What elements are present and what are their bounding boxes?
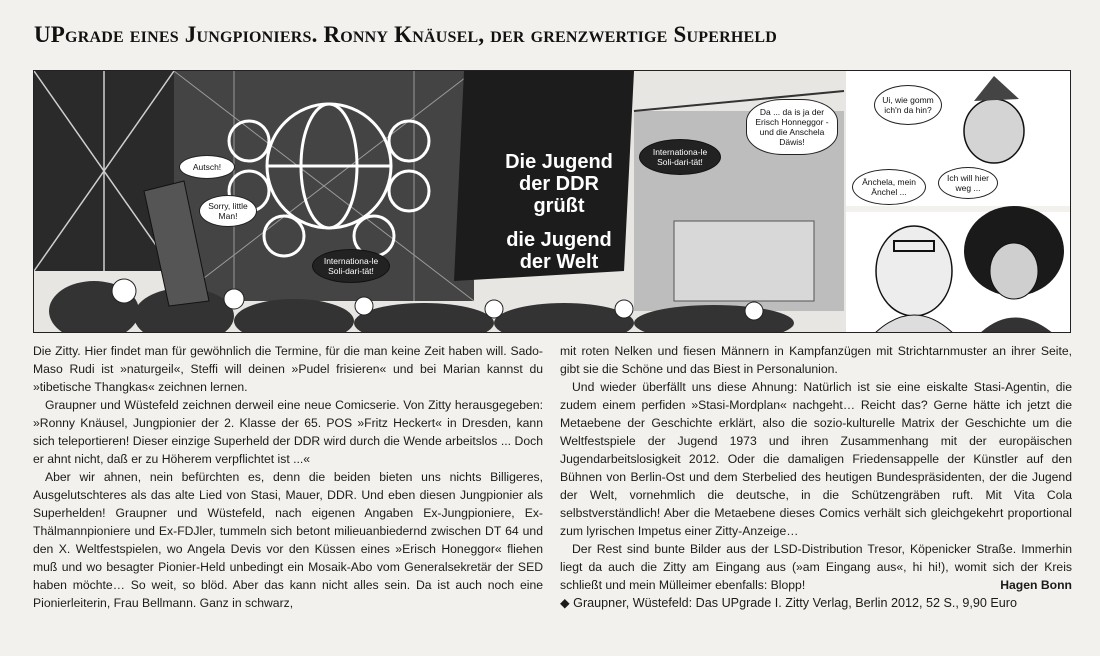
paragraph — [560, 540, 1072, 594]
sign-line: Die Jugend — [505, 151, 613, 173]
paragraph: Graupner und Wüstefeld zeichnen derweil eine neue Comicserie. Von Zitty herausgegeben: »Ronny Knäusel, Jungpionier der 2. Klasse der 65. POS »Fritz Heckert« in Dresden, kann sich teleportieren! Dieser einzige Superheld der DDR wird durch die Wende arbeitslos ... Doch er ahnt nicht, daß er zu Höherem verpflichtet ist ...« — [33, 398, 543, 466]
paragraph: Aber wir ahnen, nein befürchten es, denn die beiden bieten uns nichts Billigeres, Ausgelutschteres als das alte Lied von Stasi, Mauer, DDR. Und eben diesen Jungpionier als Superhelden! Graupner und Wüstefeld, nach eigenen Angaben Ex-Jungpioniere, Ex-Thälmannpioniere und Ex-FDJler, tummeln sich betont milieuanbiedernd zwischen DT 64 und den X. Weltfestspielen, wo Angela Devis vor den Küssen eines »Erisch Honeggor« fliehen muß und wo besagter Pionier-Held unbedingt ein Mosaik-Abo vom Generalsekretär der SED haben möchte… So weit, so blöd. Aber das kann nicht alles sein. Da ist auch noch eine Pionierleiterin, Frau Bellmann. Ganz in schwarz, — [33, 470, 543, 610]
headline: UPgrade eines Jungpioniers. Ronny Knäusel, der grenzwertige Superheld — [34, 22, 777, 47]
text-column-left — [33, 342, 543, 612]
comic-illustration — [33, 70, 1071, 333]
sign-line: der DDR — [518, 173, 599, 195]
sign-line: die Jugend — [506, 229, 612, 251]
speech-bubble: Internationa-le Soli-dari-tät! — [312, 249, 390, 283]
banner-sign — [504, 151, 614, 273]
paragraph: Die Zitty. Hier findet man für gewöhnlich die Termine, für die man keine Zeit haben will. Sado-Maso Rudi ist »naturgeil«, Steffi will deinen »Pudel frisieren« und bei Marian kannst du »tibetische Thangkas« zeichnen lernen. — [33, 344, 543, 394]
speech-bubble: Ich will hier weg ... — [938, 167, 998, 199]
speech-bubble: Da ... da is ja der Erisch Honneggor - und die Anschela Däwis! — [746, 99, 838, 155]
speech-bubble: Sorry, little Man! — [199, 195, 257, 227]
sign-line: grüßt — [533, 195, 585, 217]
speech-bubble: Ui, wie gomm ich'n da hin? — [874, 85, 942, 125]
sign-line: der Welt — [519, 251, 599, 273]
paragraph-text: Der Rest sind bunte Bilder aus der LSD-Distribution Tresor, Köpenicker Straße. Immerhin liegt da auch die Zitty am Eingang aus (»am Eingang aus«, hi hi!), womit sich der Kreis schließt und mein Mülleimer ebenfalls: Blopp! — [560, 542, 1072, 592]
author-name: Hagen Bonn — [1000, 578, 1072, 592]
bibliography-line: ◆ Graupner, Wüstefeld: Das UPgrade I. Zitty Verlag, Berlin 2012, 52 S., 9,90 Euro — [560, 596, 1017, 610]
speech-bubble: Autsch! — [179, 155, 235, 179]
speech-bubble: Internationa-le Soli-dari-tät! — [639, 139, 721, 175]
speech-bubble: Änchela, mein Änchel ... — [852, 169, 926, 205]
text-column-right — [560, 342, 1072, 612]
paragraph: mit roten Nelken und fiesen Männern in Kampfanzügen mit Strichtarnmuster an ihrer Seite, gibt sie die Schöne und das Biest in Personalunion. — [560, 344, 1072, 376]
paragraph: Und wieder überfällt uns diese Ahnung: Natürlich ist sie eine eiskalte Stasi-Agentin, die zudem einem perfiden »Stasi-Mordplan« nachgeht… Reicht das? Gerne hätte ich jetzt die Metaebene der Geschichte erklärt, also die sozio-kulturelle Matrix der Geschichte um die Weltfestspiele der Jugend 1973 und ihren Zusammenhang mit der europäischen Jugendarbeitslosigkeit 2012. Oder die damaligen Friedensappelle der Künstler auf den Bühnen von Berlin-Ost und dem Sterbelied des heutigen Bundespräsidenten, der die Jugend der Welt, vornehmlich die deutsche, in die Schützengräben ruft. Mit Vita Cola selbstverständlich! Aber die Metaebene dieses Comics verhält sich gleichgekehrt proportional zum lyrischen Impetus einer Zitty-Anzeige… — [560, 380, 1072, 538]
